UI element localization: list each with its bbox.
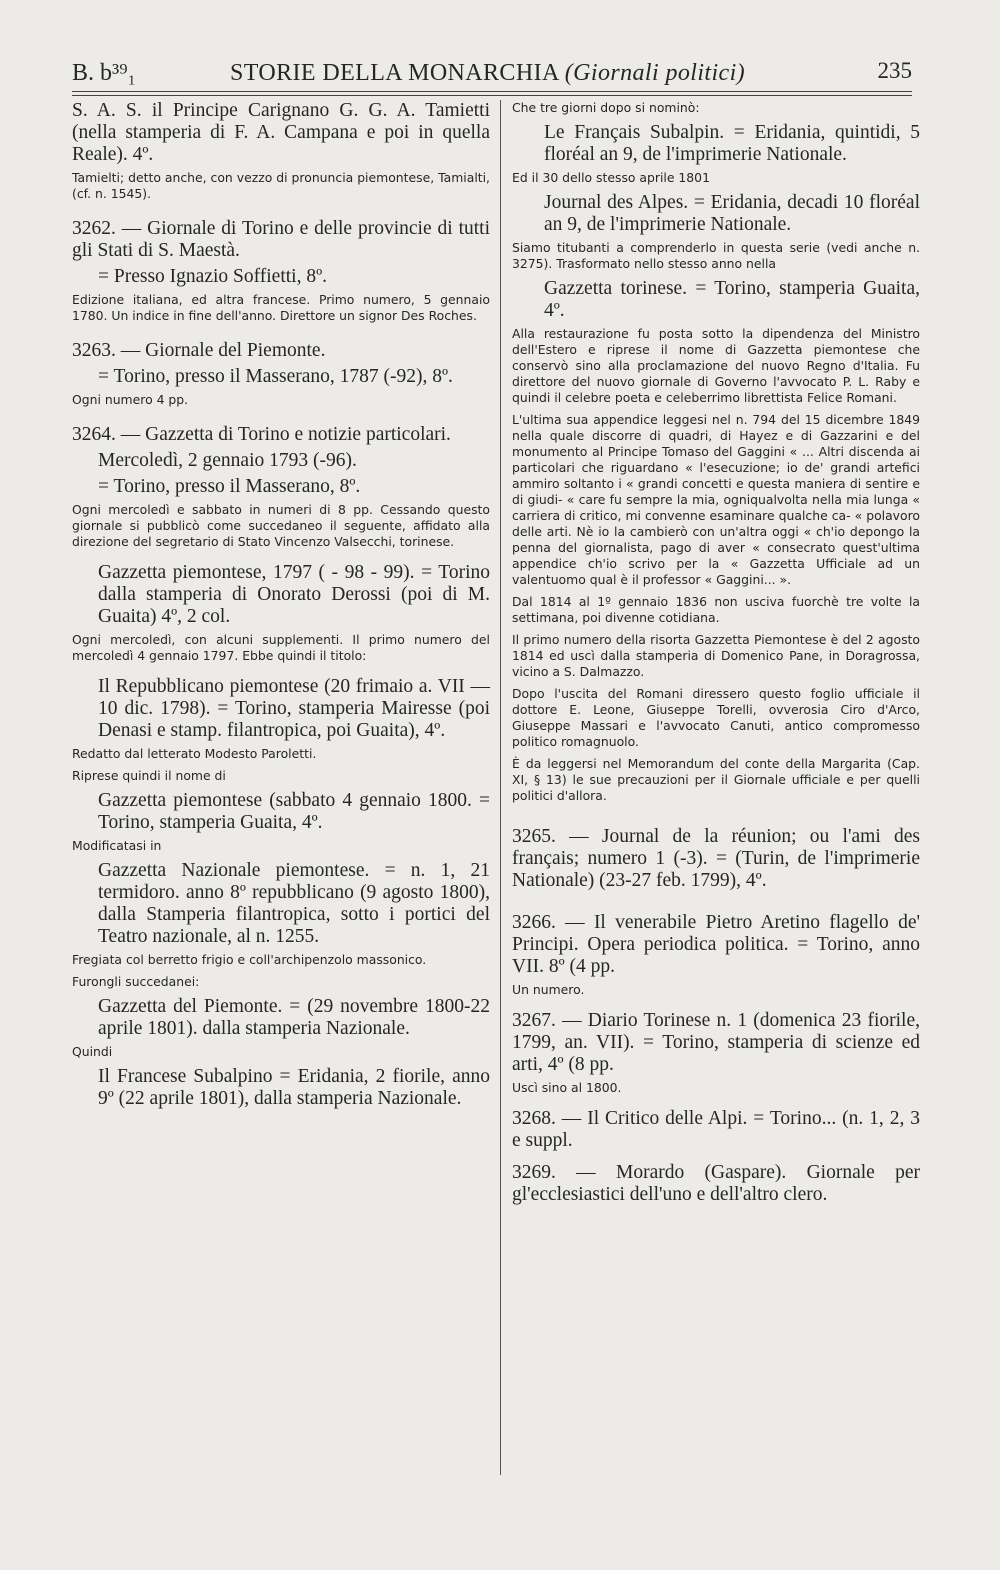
column-divider (500, 100, 501, 1475)
entry-text: S. A. S. il Principe Carignano G. G. A. Tamietti (nella stamperia di F. A. Campana e poi in quella Reale). 4º. (72, 100, 490, 165)
note-text: Tamielti; detto anche, con vezzo di pronuncia piemontese, Tamialti, (cf. n. 1545). (72, 170, 490, 201)
left-column (72, 100, 490, 1114)
spacer (512, 896, 920, 912)
note-text: Riprese quindi il nome di (72, 768, 226, 783)
note-text: Modificatasi in (72, 838, 162, 853)
note-text: Edizione italiana, ed altra francese. Primo numero, 5 gennaio 1780. Un indice in fine dell'anno. Direttore un signor Des Roches. (72, 292, 490, 323)
entry-text: Gazzetta piemontese, 1797 ( - 98 - 99). = Torino dalla stamperia di Onorato Derossi (poi di M. Guaita) 4º, 2 col. (98, 562, 490, 627)
note-text: Ogni mercoledì e sabbato in numeri di 8 pp. Cessando questo giornale si pubblicò come succedaneo il seguente, affidato alla direzione del segretario di Stato Vincenzo Valsecchi, torinese. (72, 502, 490, 549)
entry-text: Gazzetta del Piemonte. = (29 novembre 1800-22 aprile 1801). dalla stamperia Nazionale. (98, 996, 490, 1039)
signature-mark: B. b³⁹₁ (72, 60, 136, 86)
spacer (72, 330, 490, 340)
note-text: Ogni mercoledì, con alcuni supplementi. Il primo numero del mercoledì 4 gennaio 1797. Ebbe quindi il titolo: (72, 632, 490, 663)
running-title-sub: (Giornali politici) (564, 60, 746, 86)
header-rule-bottom (72, 95, 912, 96)
running-title-main: STORIE DELLA MONARCHIA (230, 60, 559, 86)
entry-text: 3264. — Gazzetta di Torino e notizie particolari. (72, 424, 451, 445)
note-text: Dal 1814 al 1º gennaio 1836 non usciva fuorchè tre volte la settimana, poi divenne cotidiana. (512, 594, 920, 625)
entry-text: = Torino, presso il Masserano, 8º. (98, 476, 361, 497)
header-rule-top (72, 91, 912, 92)
entry-text: Gazzetta torinese. = Torino, stamperia Guaita, 4º. (544, 278, 920, 321)
entry-text: Gazzetta Nazionale piemontese. = n. 1, 21 termidoro. anno 8º repubblicano (9 agosto 1800), dalla Stamperia filantropica, sotto i portici del Teatro nazionale, al n. 1255. (98, 860, 490, 947)
spacer (72, 208, 490, 218)
page-number: 235 (877, 58, 912, 83)
note-text: È da leggersi nel Memorandum del conte della Margarita (Cap. XI, § 13) le sue precauzioni per il Giornale ufficiale e per quelli politici d'allora. (512, 756, 920, 803)
note-text: Siamo titubanti a comprenderlo in questa serie (vedi anche n. 3275). Trasformato nello stesso anno nella (512, 240, 920, 271)
note-text: Un numero. (512, 982, 585, 997)
note-text: Alla restaurazione fu posta sotto la dipendenza del Ministro dell'Estero e riprese il nome di Gazzetta piemontese che conservò sino alla proclamazione del nuovo Regno d'Italia. Fu direttore del nuovo giornale di Governo l'avvocato P. L. Raby e quindi il celebre poeta e celeberrimo librettista Felice Romani. (512, 326, 920, 405)
entry-text: Gazzetta piemontese (sabbato 4 gennaio 1800. = Torino, stamperia Guaita, 4º. (98, 790, 490, 833)
right-column (512, 100, 920, 1210)
entry-text: 3262. — Giornale di Torino e delle provincie di tutti gli Stati di S. Maestà. (72, 218, 490, 261)
note-text: Ogni numero 4 pp. (72, 392, 189, 407)
note-text: Ed il 30 dello stesso aprile 1801 (512, 170, 710, 185)
entry-text: Mercoledì, 2 gennaio 1793 (-96). (98, 450, 357, 471)
note-text: Dopo l'uscita del Romani diressero questo foglio ufficiale il dottore E. Leone, Giuseppe Torelli, ovverosia Ciro d'Arco, Giuseppe Massari e l'avvocato Canuti, antico compromesso politico romagnuolo. (512, 686, 920, 749)
entry-text: 3263. — Giornale del Piemonte. (72, 340, 326, 361)
note-text: Quindi (72, 1044, 113, 1059)
entry-text: Le Français Subalpin. = Eridania, quintidi, 5 floréal an 9, de l'imprimerie Nationale. (544, 122, 920, 165)
note-text: Che tre giorni dopo si nominò: (512, 100, 700, 115)
note-text: Il primo numero della risorta Gazzetta Piemontese è del 2 agosto 1814 ed uscì dalla stamperia di Domenico Pane, in Doragrossa, vicino a S. Dalmazzo. (512, 632, 920, 679)
entry-text: 3268. — Il Critico delle Alpi. = Torino... (n. 1, 2, 3 e suppl. (512, 1108, 920, 1151)
note-text: Fregiata col berretto frigio e coll'archipenzolo massonico. (72, 952, 427, 967)
entry-text: = Torino, presso il Masserano, 1787 (-92), 8º. (98, 366, 453, 387)
entry-text: Il Repubblicano piemontese (20 frimaio a. VII — 10 dic. 1798). = Torino, stamperia Mairesse (poi Denasi e stamp. filantropica, poi Guaita), 4º. (98, 676, 490, 741)
running-title (230, 60, 745, 87)
entry-text: Journal des Alpes. = Eridania, decadi 10 floréal an 9, de l'imprimerie Nationale. (544, 192, 920, 235)
entry-text: 3266. — Il venerabile Pietro Aretino flagello de' Principi. Opera periodica politica. = Torino, anno VII. 8º (4 pp. (512, 912, 920, 977)
entry-text: 3269. — Morardo (Gaspare). Giornale per gl'ecclesiastici dell'uno e dell'altro clero. (512, 1162, 920, 1205)
spacer (72, 414, 490, 424)
note-text: Furongli succedanei: (72, 974, 200, 989)
spacer (512, 810, 920, 826)
note-text: Redatto dal letterato Modesto Paroletti. (72, 746, 317, 761)
entry-text: 3267. — Diario Torinese n. 1 (domenica 23 fiorile, 1799, an. VII). = Torino, stamperia di scienze ed arti, 4º (8 pp. (512, 1010, 920, 1075)
running-header (72, 58, 912, 88)
note-text: L'ultima sua appendice leggesi nel n. 794 del 15 dicembre 1849 nella quale discorre di quadri, di Hayez e di Gazzarini e del monumento al Principe Tomaso del Gaggini « ... Altri discenda ai particolari che riguardano « l'esecuzione; io de' grandi artefici ammiro soltanto i « grandi concetti e questa maniera di sentire e di giudi- « care fu sempre la mia, ogniqualvolta nella mia lunga « carriera di critico, mi convenne esaminare qualche ca- « polavoro delle arti. Nè io la cambierò con un'altra oggi « ch'io depongo la penna del giornalista, pago di aver « consecrato quest'ultima appendice ch'io scrivo per la « Gazzetta Ufficiale ad un valentuomo qual è il professor « Gaggini... ». (512, 412, 920, 587)
entry-text: Il Francese Subalpino = Eridania, 2 fiorile, anno 9º (22 aprile 1801), dalla stamperia Nazionale. (98, 1066, 490, 1109)
entry-text: = Presso Ignazio Soffietti, 8º. (98, 266, 327, 287)
entry-text: 3265. — Journal de la réunion; ou l'ami des français; numero 1 (-3). = (Turin, de l'imprimerie Nationale) (23-27 feb. 1799), 4º. (512, 826, 920, 891)
note-text: Uscì sino al 1800. (512, 1080, 622, 1095)
